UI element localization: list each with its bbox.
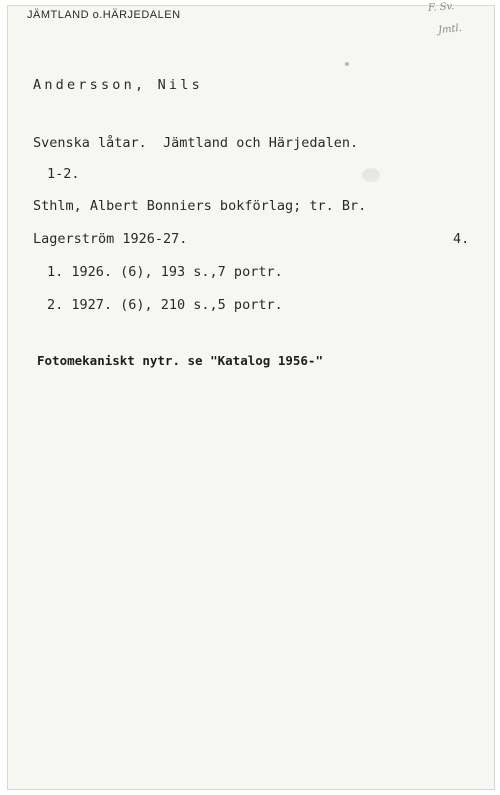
handwritten-annotation: F. Sv. bbox=[427, 1, 455, 14]
handwritten-annotation-2: Jmtl. bbox=[437, 22, 463, 37]
volume-range: 1-2. bbox=[47, 166, 80, 182]
volume-1-entry: 1. 1926. (6), 193 s.,7 portr. bbox=[47, 264, 283, 280]
catalog-card bbox=[7, 5, 495, 790]
imprint-line-1: Sthlm, Albert Bonniers bokförlag; tr. Br. bbox=[33, 198, 367, 214]
imprint-line-2: Lagerström 1926-27. bbox=[33, 231, 188, 247]
title: Svenska låtar. Jämtland och Härjedalen. bbox=[33, 135, 359, 151]
ink-dot bbox=[345, 62, 349, 66]
reprint-note: Fotomekaniskt nytr. se "Katalog 1956-" bbox=[37, 353, 323, 368]
author-name: Andersson, Nils bbox=[33, 77, 203, 93]
format-size: 4. bbox=[453, 231, 470, 247]
subject-heading: JÄMTLAND o.HÄRJEDALEN bbox=[27, 9, 181, 21]
paper-smudge bbox=[362, 168, 380, 182]
volume-2-entry: 2. 1927. (6), 210 s.,5 portr. bbox=[47, 297, 283, 313]
